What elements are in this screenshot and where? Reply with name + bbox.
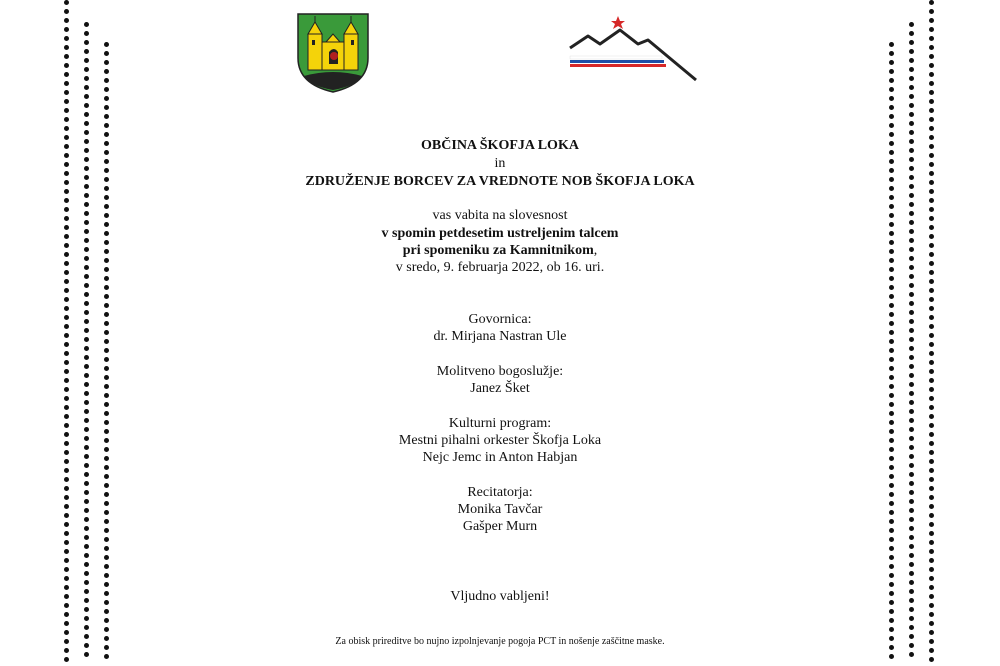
border-dot: [104, 474, 109, 479]
border-dot: [64, 9, 69, 14]
border-dot: [889, 537, 894, 542]
border-dot: [64, 99, 69, 104]
border-dot: [84, 31, 89, 36]
border-dot: [909, 535, 914, 540]
border-dot: [84, 652, 89, 657]
border-dot: [84, 103, 89, 108]
border-dot: [929, 99, 934, 104]
border-dot: [64, 117, 69, 122]
reciter-name: Gašper Murn: [462, 519, 538, 534]
border-dot: [929, 9, 934, 14]
border-dot: [929, 72, 934, 77]
border-dot: [909, 40, 914, 45]
border-dot: [929, 567, 934, 572]
border-dot: [909, 85, 914, 90]
border-dot: [889, 573, 894, 578]
speaker-name: dr. Mirjana Nastran Ule: [433, 329, 567, 344]
dotted-border-left-inner: [104, 42, 110, 666]
border-dot: [84, 607, 89, 612]
border-dot: [64, 72, 69, 77]
border-dot: [84, 283, 89, 288]
border-dot: [929, 351, 934, 356]
border-dot: [889, 132, 894, 137]
border-dot: [64, 549, 69, 554]
border-dot: [929, 612, 934, 617]
border-dot: [929, 63, 934, 68]
border-dot: [84, 580, 89, 585]
border-dot: [104, 654, 109, 659]
occasion-comma: ,: [593, 243, 598, 258]
border-dot: [889, 51, 894, 56]
border-dot: [104, 348, 109, 353]
reciter-name: Monika Tavčar: [457, 502, 543, 517]
border-dot: [929, 279, 934, 284]
border-dot: [929, 0, 934, 5]
service-name: Janez Šket: [470, 381, 530, 396]
border-dot: [104, 42, 109, 47]
border-dot: [909, 400, 914, 405]
occasion-line-2: [0, 243, 1000, 259]
border-dot: [889, 474, 894, 479]
border-dot: [64, 81, 69, 86]
border-dot: [929, 198, 934, 203]
border-dot: [929, 108, 934, 113]
border-dot: [84, 76, 89, 81]
border-dot: [84, 292, 89, 297]
border-dot: [104, 357, 109, 362]
border-dot: [929, 630, 934, 635]
border-dot: [889, 654, 894, 659]
border-dot: [889, 105, 894, 110]
border-dot: [929, 90, 934, 95]
border-dot: [104, 294, 109, 299]
border-dot: [889, 276, 894, 281]
border-dot: [889, 609, 894, 614]
border-dot: [104, 609, 109, 614]
border-dot: [84, 400, 89, 405]
border-dot: [889, 582, 894, 587]
border-dot: [84, 58, 89, 63]
border-dot: [889, 42, 894, 47]
border-dot: [929, 558, 934, 563]
border-dot: [104, 51, 109, 56]
border-dot: [909, 49, 914, 54]
border-dot: [104, 627, 109, 632]
border-dot: [64, 108, 69, 113]
border-dot: [889, 96, 894, 101]
border-dot: [929, 540, 934, 545]
border-dot: [104, 276, 109, 281]
border-dot: [889, 402, 894, 407]
border-dot: [889, 123, 894, 128]
border-dot: [909, 472, 914, 477]
border-dot: [909, 544, 914, 549]
border-dot: [64, 576, 69, 581]
border-dot: [929, 405, 934, 410]
invitation-intro: vas vabita na slovesnost: [432, 208, 568, 223]
border-dot: [929, 468, 934, 473]
dotted-border-right-inner: [889, 42, 895, 666]
border-dot: [84, 193, 89, 198]
border-dot: [84, 40, 89, 45]
border-dot: [909, 652, 914, 657]
occasion-line-1: v spomin petdesetim ustreljenim talcem: [381, 226, 619, 241]
border-dot: [84, 472, 89, 477]
border-dot: [909, 76, 914, 81]
border-dot: [909, 22, 914, 27]
border-dot: [104, 132, 109, 137]
border-dot: [104, 87, 109, 92]
border-dot: [64, 540, 69, 545]
border-dot: [889, 303, 894, 308]
speaker-role: Govornica:: [468, 312, 532, 327]
border-dot: [104, 105, 109, 110]
border-dot: [104, 546, 109, 551]
border-dot: [64, 648, 69, 653]
border-dot: [929, 657, 934, 662]
border-dot: [104, 303, 109, 308]
border-dot: [889, 564, 894, 569]
border-dot: [929, 477, 934, 482]
border-dot: [104, 618, 109, 623]
border-dot: [104, 537, 109, 542]
border-dot: [104, 402, 109, 407]
occasion-location: pri spomeniku za Kamnitnikom: [402, 243, 594, 258]
border-dot: [84, 346, 89, 351]
border-dot: [929, 54, 934, 59]
border-dot: [929, 576, 934, 581]
border-dot: [64, 54, 69, 59]
border-dot: [84, 355, 89, 360]
border-dot: [909, 31, 914, 36]
border-dot: [64, 18, 69, 23]
border-dot: [84, 112, 89, 117]
border-dot: [64, 198, 69, 203]
border-dot: [929, 45, 934, 50]
border-dot: [64, 567, 69, 572]
border-dot: [909, 355, 914, 360]
border-dot: [64, 306, 69, 311]
border-dot: [104, 564, 109, 569]
border-dot: [64, 279, 69, 284]
border-dot: [104, 555, 109, 560]
border-dot: [929, 297, 934, 302]
cultural-program-performers: Nejc Jemc in Anton Habjan: [422, 450, 578, 465]
border-dot: [909, 283, 914, 288]
border-dot: [84, 94, 89, 99]
border-dot: [64, 558, 69, 563]
border-dot: [64, 288, 69, 293]
border-dot: [104, 69, 109, 74]
border-dot: [104, 573, 109, 578]
border-dot: [909, 562, 914, 567]
border-dot: [84, 130, 89, 135]
border-dot: [889, 546, 894, 551]
covid-notice: Za obisk prireditve bo nujno izpolnjevanje pogoja PCT in nošenje zaščitne maske.: [335, 636, 665, 647]
border-dot: [84, 571, 89, 576]
border-dot: [929, 117, 934, 122]
border-dot: [929, 18, 934, 23]
organizer-veterans-association: ZDRUŽENJE BORCEV ZA VREDNOTE NOB ŠKOFJA LOKA: [305, 174, 695, 189]
border-dot: [909, 94, 914, 99]
border-dot: [84, 301, 89, 306]
border-dot: [929, 288, 934, 293]
border-dot: [104, 96, 109, 101]
border-dot: [909, 58, 914, 63]
border-dot: [84, 202, 89, 207]
border-dot: [104, 114, 109, 119]
border-dot: [929, 621, 934, 626]
border-dot: [104, 285, 109, 290]
border-dot: [909, 121, 914, 126]
border-dot: [889, 78, 894, 83]
border-dot: [64, 477, 69, 482]
border-dot: [889, 294, 894, 299]
border-dot: [889, 87, 894, 92]
border-dot: [64, 612, 69, 617]
border-dot: [64, 297, 69, 302]
border-dot: [84, 553, 89, 558]
border-dot: [889, 555, 894, 560]
border-dot: [909, 112, 914, 117]
border-dot: [929, 648, 934, 653]
border-dot: [909, 301, 914, 306]
border-dot: [84, 562, 89, 567]
border-dot: [929, 549, 934, 554]
conjunction: in: [494, 156, 506, 171]
border-dot: [929, 306, 934, 311]
border-dot: [909, 409, 914, 414]
border-dot: [64, 468, 69, 473]
border-dot: [64, 630, 69, 635]
cultural-program-orchestra: Mestni pihalni orkester Škofja Loka: [398, 433, 602, 448]
border-dot: [104, 123, 109, 128]
border-dot: [104, 195, 109, 200]
border-dot: [909, 616, 914, 621]
border-dot: [84, 616, 89, 621]
border-dot: [889, 69, 894, 74]
border-dot: [64, 27, 69, 32]
border-dot: [104, 60, 109, 65]
border-dot: [84, 85, 89, 90]
reciters-role: Recitatorja:: [467, 485, 533, 500]
border-dot: [64, 621, 69, 626]
mountain-logo-icon: [566, 14, 700, 84]
border-dot: [909, 103, 914, 108]
border-dot: [104, 582, 109, 587]
border-dot: [64, 0, 69, 5]
border-dot: [909, 553, 914, 558]
border-dot: [64, 405, 69, 410]
border-dot: [84, 409, 89, 414]
border-dot: [84, 67, 89, 72]
border-dot: [909, 67, 914, 72]
border-dot: [889, 357, 894, 362]
border-dot: [64, 90, 69, 95]
border-dot: [84, 535, 89, 540]
border-dot: [909, 292, 914, 297]
border-dot: [64, 36, 69, 41]
border-dot: [909, 625, 914, 630]
crest-icon: [296, 12, 370, 94]
cultural-program-role: Kulturni program:: [448, 416, 552, 431]
border-dot: [929, 81, 934, 86]
border-dot: [929, 27, 934, 32]
border-dot: [889, 195, 894, 200]
border-dot: [889, 114, 894, 119]
service-role: Molitveno bogoslužje:: [436, 364, 564, 379]
border-dot: [84, 22, 89, 27]
border-dot: [889, 348, 894, 353]
border-dot: [909, 202, 914, 207]
border-dot: [909, 580, 914, 585]
border-dot: [64, 657, 69, 662]
border-dot: [64, 351, 69, 356]
border-dot: [64, 45, 69, 50]
border-dot: [84, 49, 89, 54]
border-dot: [84, 625, 89, 630]
border-dot: [889, 618, 894, 623]
border-dot: [929, 126, 934, 131]
border-dot: [84, 544, 89, 549]
border-dot: [64, 63, 69, 68]
border-dot: [84, 121, 89, 126]
border-dot: [889, 60, 894, 65]
border-dot: [889, 627, 894, 632]
border-dot: [64, 126, 69, 131]
border-dot: [909, 130, 914, 135]
border-dot: [909, 571, 914, 576]
border-dot: [889, 285, 894, 290]
closing-greeting: Vljudno vabljeni!: [450, 589, 550, 604]
border-dot: [909, 346, 914, 351]
organizer-municipality: OBČINA ŠKOFJA LOKA: [421, 138, 579, 153]
event-datetime: v sredo, 9. februarja 2022, ob 16. uri.: [395, 260, 605, 275]
border-dot: [104, 78, 109, 83]
border-dot: [909, 607, 914, 612]
border-dot: [929, 36, 934, 41]
border-dot: [909, 193, 914, 198]
